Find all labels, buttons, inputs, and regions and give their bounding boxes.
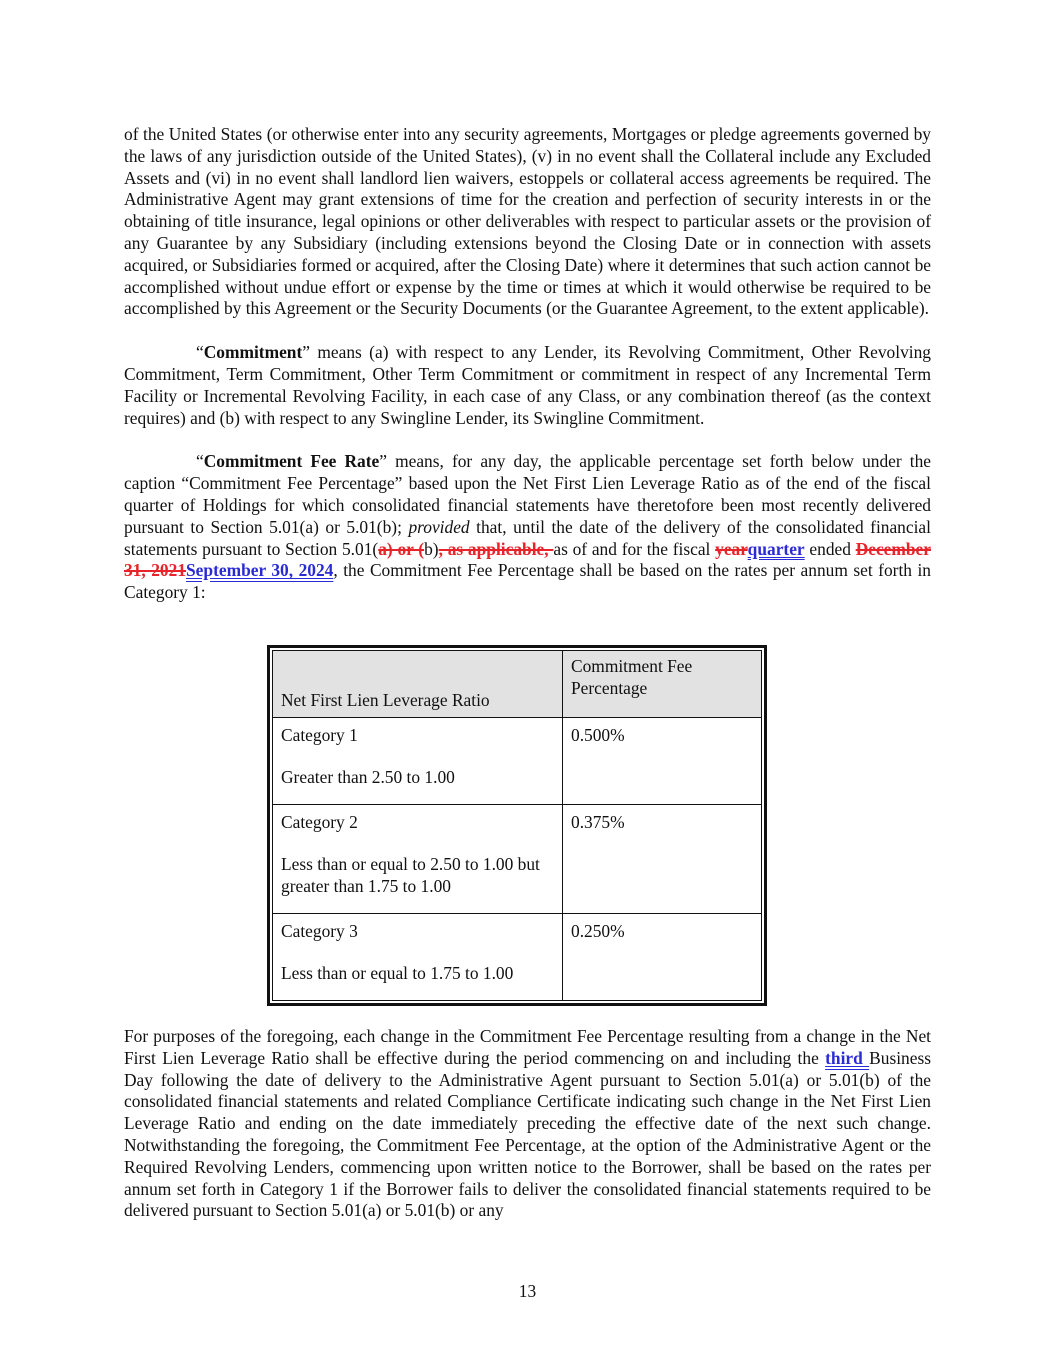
- defined-term-commitment-fee-rate: Commitment Fee Rate: [203, 451, 380, 472]
- table-header-row: [273, 651, 762, 718]
- column-header-leverage-ratio: Net First Lien Leverage Ratio: [273, 651, 563, 718]
- foregoing-paragraph: For purposes of the foregoing, each change in the Commitment Fee Percentage resulting from a change in the Net First Lien Leverage Ratio shall be effective during the period commencing on and including the third Business Day following the date of delivery to the Administrative Agent pursuant to Section 5.01(a) or 5.01(b) of the consolidated financial statements and related Compliance Certificate indicating such change in the Net First Lien Leverage Ratio and ending on the date immediately preceding the effective date of the next such change. Notwithstanding the foregoing, the Commitment Fee Percentage, at the option of the Administrative Agent or the Required Revolving Lenders, commencing upon written notice to the Borrower, shall be based on the rates per annum set forth in Category 1 if the Borrower fails to deliver the consolidated financial statements required to be delivered pursuant to Section 5.01(a) or 5.01(b) or any: [124, 1026, 931, 1221]
- fee-percentage-cell: 0.500%: [563, 718, 762, 805]
- table-row: [273, 805, 762, 914]
- fee-percentage-cell: 0.250%: [563, 914, 762, 1001]
- page-number: 13: [518, 1281, 537, 1301]
- post-table-text: [124, 1026, 931, 1222]
- category-label: Category 1: [281, 725, 358, 745]
- provided-italic: provided: [408, 516, 470, 537]
- category-cell: [273, 914, 563, 1001]
- insertion-redline: quarter: [747, 538, 805, 559]
- category-cell: [273, 805, 563, 914]
- deletion-redline: December 31, 2021: [124, 538, 931, 581]
- defined-term-commitment: Commitment: [203, 342, 303, 363]
- category-label: Category 3: [281, 921, 358, 941]
- category-label: Category 2: [281, 812, 358, 832]
- table-row: [273, 914, 762, 1001]
- commitment-definition: “Commitment” means (a) with respect to any Lender, its Revolving Commitment, Other Revolving Commitment, Term Commitment, Other Term Commitment or commitment in respect of any Incremental Term Facility or Incremental Revolving Facility, in each case of any Class, or any combination thereof (as the context requires) and (b) with respect to any Swingline Lender, its Swingline Commitment.: [124, 342, 931, 428]
- document-page: [124, 124, 931, 604]
- commitment-fee-rate-definition: “Commitment Fee Rate” means, for any day, the applicable percentage set forth below under the caption “Commitment Fee Percentage” based upon the Net First Lien Leverage Ratio as of the end of the fiscal quarter of Holdings for which consolidated financial statements have theretofore been most recently delivered pursuant to Section 5.01(a) or 5.01(b); provided that, until the date of the delivery of the consolidated financial statements pursuant to Section 5.01(a) or (b), as applicable, as of and for the fiscal yearquarter ended December 31, 2021September 30, 2024, the Commitment Fee Percentage shall be based on the rates per annum set forth in Category 1:: [124, 451, 931, 603]
- table-row: [273, 718, 762, 805]
- commitment-fee-table-frame: [267, 645, 767, 1006]
- insertion-redline: third: [825, 1047, 870, 1068]
- category-condition: Greater than 2.50 to 1.00: [281, 767, 455, 787]
- fee-percentage-cell: 0.375%: [563, 805, 762, 914]
- deletion-redline: , as applicable,: [438, 538, 554, 559]
- column-header-fee-percentage: Commitment Fee Percentage: [563, 651, 762, 718]
- deletion-redline: a) or (: [378, 538, 425, 559]
- commitment-fee-table: [272, 650, 762, 1001]
- deletion-redline: year: [715, 538, 748, 559]
- collateral-paragraph-continuation: of the United States (or otherwise enter into any security agreements, Mortgages or pledge agreements governed by the laws of any jurisdiction outside of the United States), (v) in no event shall the Collateral include any Excluded Assets and (vi) in no event shall landlord lien waivers, estoppels or collateral access agreements be required. The Administrative Agent may grant extensions of time for the creation and perfection of security interests in or the obtaining of title insurance, legal opinions or other deliverables with respect to particular assets or the provision of any Guarantee by any Subsidiary (including extensions beyond the Closing Date or in connection with assets acquired, or Subsidiaries formed or acquired, after the Closing Date) where it determines that such action cannot be accomplished without undue effort or expense by the time or times at which it would otherwise be required to be accomplished by this Agreement or the Security Documents (or the Guarantee Agreement, to the extent applicable).: [124, 124, 931, 319]
- category-cell: [273, 718, 563, 805]
- insertion-redline: September 30, 2024: [186, 560, 334, 581]
- category-condition: Less than or equal to 2.50 to 1.00 but greater than 1.75 to 1.00: [281, 854, 540, 896]
- category-condition: Less than or equal to 1.75 to 1.00: [281, 963, 514, 983]
